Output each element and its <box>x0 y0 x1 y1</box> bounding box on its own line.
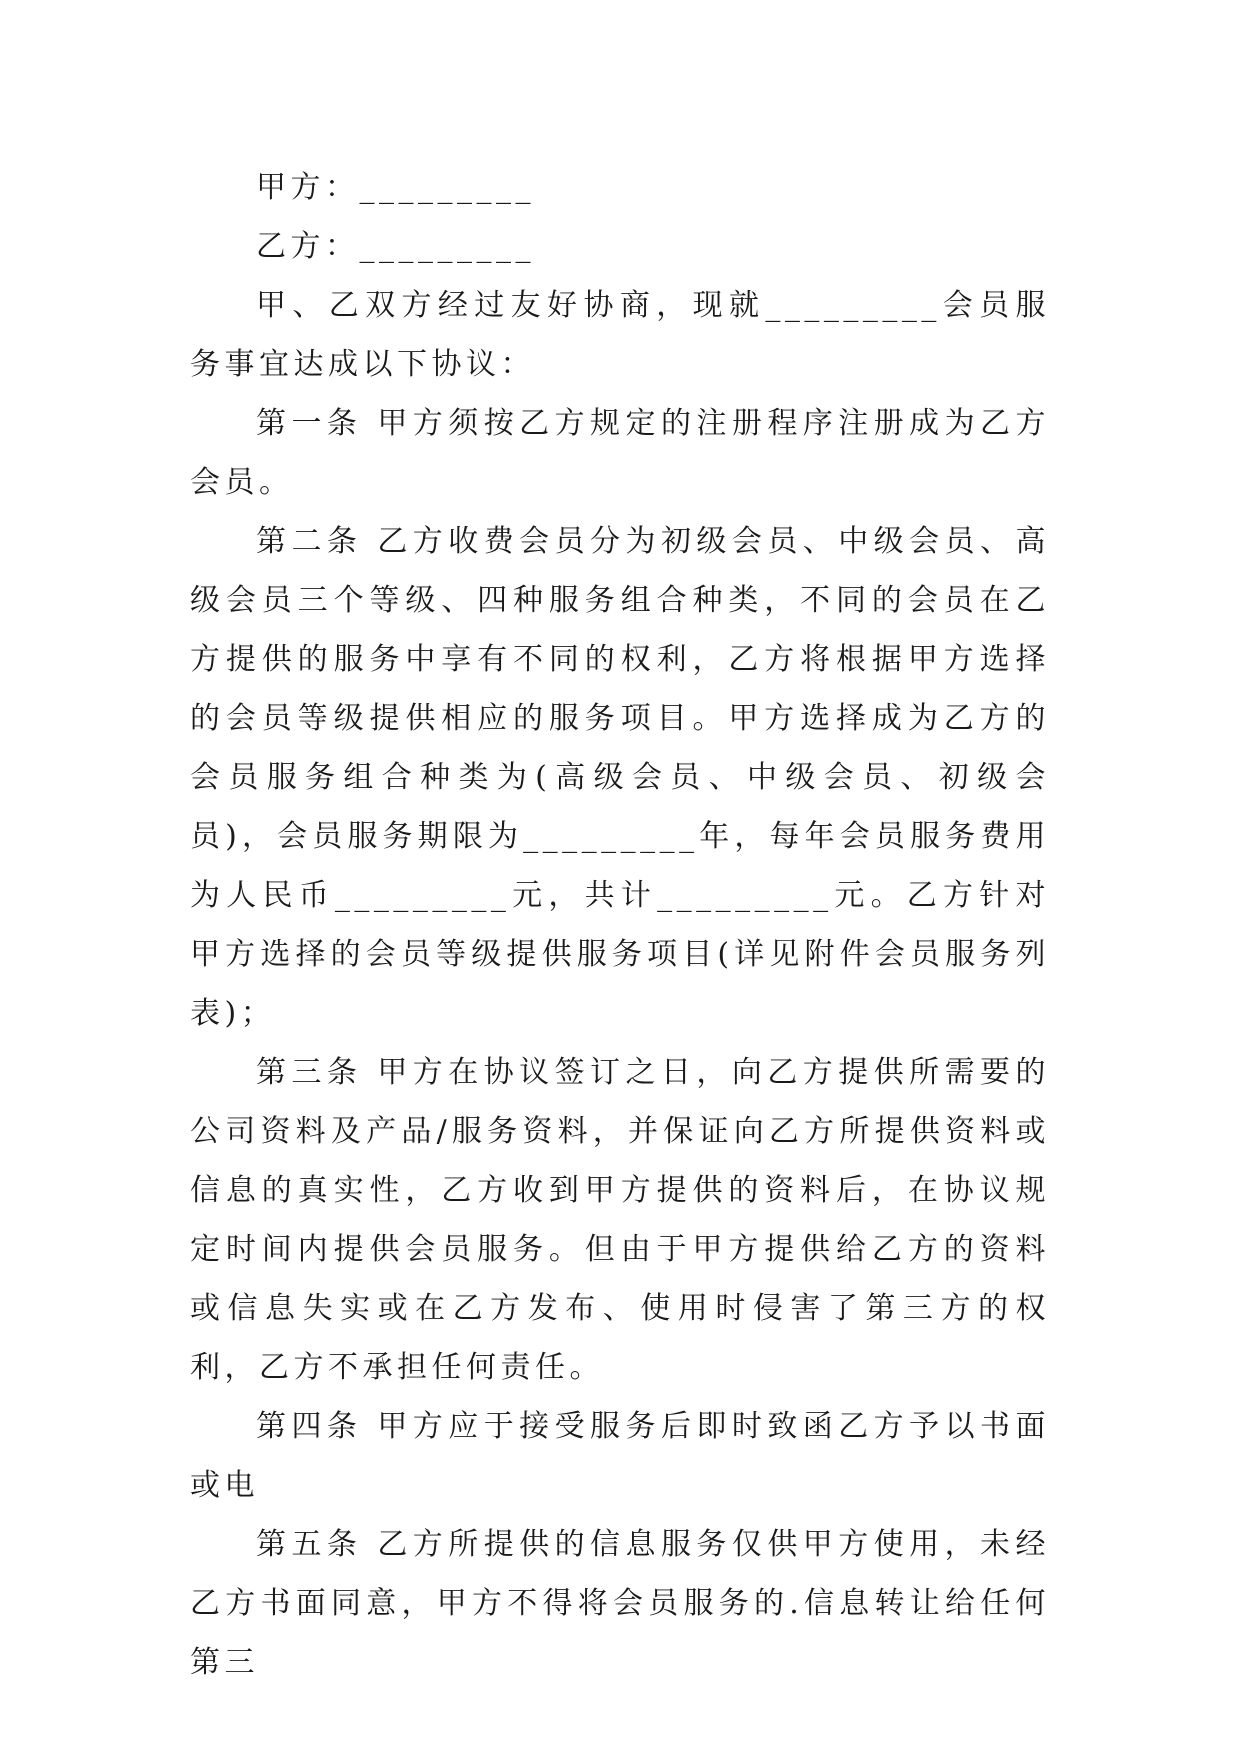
article-1-paragraph: 第一条 甲方须按乙方规定的注册程序注册成为乙方会员。 <box>190 406 1050 500</box>
article-4-paragraph: 第四条 甲方应于接受服务后即时致函乙方予以书面或电 <box>190 1409 1050 1503</box>
party-b-line: 乙方：_________ <box>256 229 535 264</box>
article-3-paragraph: 第三条 甲方在协议签订之日，向乙方提供所需要的公司资料及产品/服务资料，并保证向乙方所提供资料或信息的真实性，乙方收到甲方提供的资料后，在协议规定时间内提供会员服务。但由于甲方提供给乙方的资料或信息失实或在乙方发布、使用时侵害了第三方的权利，乙方不承担任何责任。 <box>190 1055 1050 1385</box>
party-a-line: 甲方：_________ <box>256 170 535 205</box>
article-5-paragraph: 第五条 乙方所提供的信息服务仅供甲方使用，未经乙方书面同意，甲方不得将会员服务的.信息转让给任何第三 <box>190 1527 1050 1680</box>
document-body <box>190 158 1050 1692</box>
preamble-paragraph: 甲、乙双方经过友好协商，现就_________会员服务事宜达成以下协议： <box>190 288 1050 382</box>
article-2-paragraph: 第二条 乙方收费会员分为初级会员、中级会员、高级会员三个等级、四种服务组合种类，不同的会员在乙方提供的服务中享有不同的权利，乙方将根据甲方选择的会员等级提供相应的服务项目。甲方选择成为乙方的会员服务组合种类为(高级会员、中级会员、初级会员)，会员服务期限为_________年，每年会员服务费用为人民币_________元，共计_________元。乙方针对甲方选择的会员等级提供服务项目(详见附件会员服务列表)； <box>190 524 1050 1031</box>
